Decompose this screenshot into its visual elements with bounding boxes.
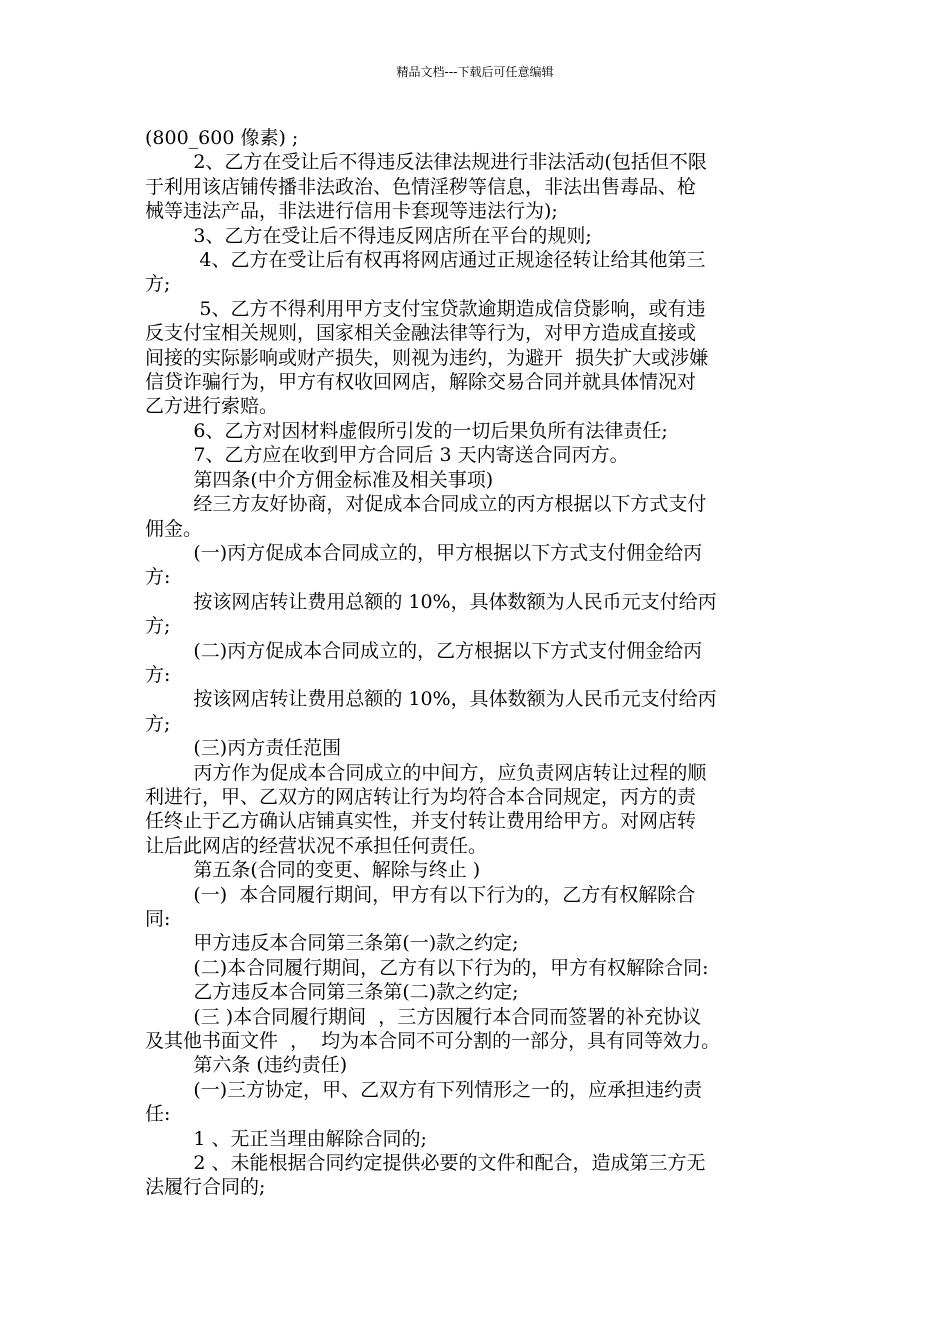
text-line: 乙方进行索赔。	[145, 395, 279, 418]
text-line: 甲方违反本合同第三条第(一)款之约定;	[145, 932, 519, 955]
text-line: 第五条(合同的变更、解除与终止 )	[145, 859, 481, 882]
text-line: 1 、无正当理由解除合同的;	[145, 1127, 427, 1150]
text-line: 丙方作为促成本合同成立的中间方，应负责网店转让过程的顺	[145, 761, 707, 784]
text-line: 让后此网店的经营状况不承担任何责任。	[145, 834, 488, 857]
text-line: 按该网店转让费用总额的 10%，具体数额为人民币元支付给丙	[145, 590, 717, 613]
text-line: 方;	[145, 273, 171, 296]
text-line: 5、乙方不得利用甲方支付宝贷款逾期造成信贷影响，或有违	[145, 297, 706, 320]
text-line: 6、乙方对因材料虚假所引发的一切后果负所有法律责任;	[145, 419, 668, 442]
text-line: (一)丙方促成本合同成立的，甲方根据以下方式支付佣金给丙	[145, 541, 703, 564]
text-line: 信贷诈骗行为，甲方有权收回网店，解除交易合同并就具体情况对	[145, 371, 697, 394]
text-line: (一)三方协定，甲、乙双方有下列情形之一的，应承担违约责	[145, 1078, 703, 1101]
text-line: 2 、未能根据合同约定提供必要的文件和配合，造成第三方无	[145, 1152, 706, 1175]
text-line: (二)丙方促成本合同成立的，乙方根据以下方式支付佣金给丙	[145, 639, 703, 662]
text-line: 间接的实际影响或财产损失，则视为违约，为避开 损失扩大或涉嫌	[145, 346, 709, 369]
text-line: 7、乙方应在收到甲方合同后 3 天内寄送合同丙方。	[145, 444, 629, 467]
text-line: 任:	[145, 1103, 171, 1126]
text-line: 第四条(中介方佣金标准及相关事项)	[145, 468, 494, 491]
text-line: 2、乙方在受让后不得违反法律法规进行非法活动(包括但不限	[145, 151, 707, 174]
text-line: 任终止于乙方确认店铺真实性，并支付转让费用给甲方。对网店转	[145, 810, 697, 833]
text-line: 械等违法产品，非法进行信用卡套现等违法行为);	[145, 200, 558, 223]
text-line: (三)丙方责任范围	[145, 737, 342, 760]
text-line: 反支付宝相关规则，国家相关金融法律等行为，对甲方造成直接或	[145, 322, 697, 345]
text-line: 4、乙方在受让后有权再将网店通过正规途径转让给其他第三	[145, 249, 706, 272]
text-line: (800_600 像素) ;	[145, 127, 299, 149]
text-line: 法履行合同的;	[145, 1176, 266, 1199]
text-line: (一) 本合同履行期间，甲方有以下行为的，乙方有权解除合	[145, 883, 696, 906]
text-line: 利进行，甲、乙双方的网店转让行为均符合本合同规定，丙方的责	[145, 785, 697, 808]
text-line: 方;	[145, 615, 171, 638]
text-line: 同:	[145, 908, 171, 930]
text-line: 第六条 (违约责任)	[145, 1054, 348, 1077]
page-header: 精品文档---下载后可任意编辑	[396, 65, 554, 79]
text-line: 乙方违反本合同第三条第(二)款之约定;	[145, 981, 519, 1004]
text-line: 于利用该店铺传播非法政治、色情淫秽等信息，非法出售毒品、枪	[145, 175, 697, 198]
text-line: 按该网店转让费用总额的 10%，具体数额为人民币元支付给丙	[145, 688, 717, 711]
text-line: 佣金。	[145, 517, 203, 540]
text-line: (三 )本合同履行期间 ，三方因履行本合同而签署的补充协议	[145, 1005, 702, 1028]
text-line: 3、乙方在受让后不得违反网店所在平台的规则;	[145, 224, 592, 247]
text-line: 方;	[145, 712, 171, 735]
document-body	[145, 126, 815, 1200]
text-line: (二)本合同履行期间，乙方有以下行为的，甲方有权解除合同:	[145, 956, 709, 979]
text-line: 及其他书面文件 ， 均为本合同不可分割的一部分，具有同等效力。	[145, 1030, 721, 1053]
text-line: 经三方友好协商，对促成本合同成立的丙方根据以下方式支付	[145, 493, 707, 516]
text-line: 方:	[145, 663, 171, 686]
text-line: 方:	[145, 566, 171, 589]
